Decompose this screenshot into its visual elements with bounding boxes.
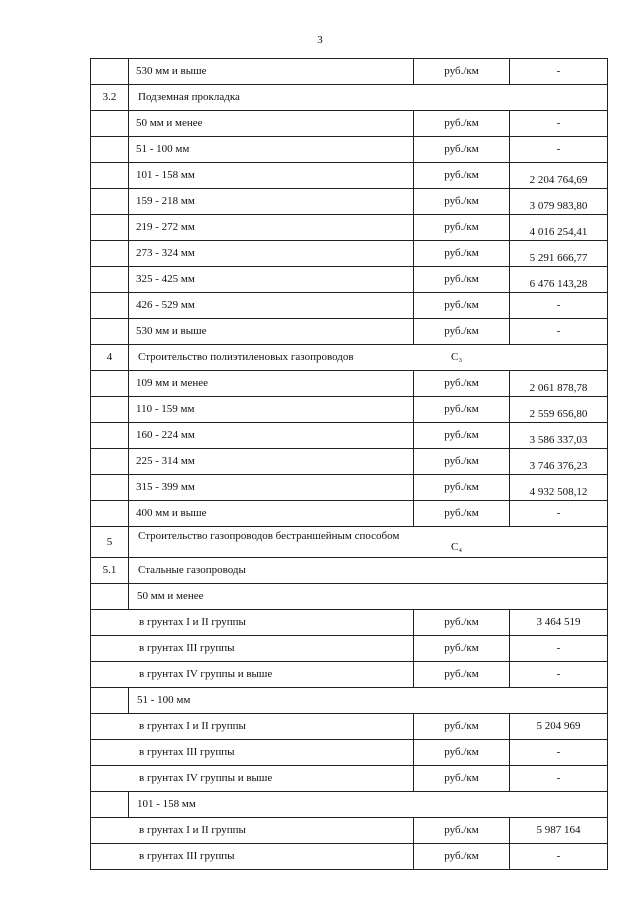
row-name: 51 - 100 мм <box>136 143 190 155</box>
page-number: 3 <box>317 34 323 46</box>
table-row <box>90 740 608 766</box>
row-number: 3.2 <box>91 85 129 110</box>
table-row <box>90 241 608 267</box>
row-value: 4 932 508,12 <box>509 475 607 500</box>
row-value: - <box>509 740 607 765</box>
table-row <box>90 319 608 345</box>
row-value: 3 746 376,23 <box>509 449 607 474</box>
row-name: 109 мм и менее <box>136 377 209 389</box>
row-number <box>91 241 129 266</box>
row-value: - <box>509 59 607 84</box>
row-unit: руб./км <box>413 163 509 188</box>
row-name: 50 мм и менее <box>137 590 204 602</box>
table-row-section <box>90 345 608 371</box>
table-row-section <box>90 527 608 558</box>
row-unit: руб./км <box>413 267 509 292</box>
row-value: - <box>509 844 607 869</box>
table-row <box>90 371 608 397</box>
table-row <box>90 163 608 189</box>
table-row <box>90 215 608 241</box>
row-value: 6 476 143,28 <box>509 267 607 292</box>
row-name: в грунтах IV группы и выше <box>139 668 273 680</box>
row-value: 4 016 254,41 <box>509 215 607 240</box>
row-unit: руб./км <box>413 475 509 500</box>
row-value: - <box>509 766 607 791</box>
row-value: 5 987 164 <box>509 818 607 843</box>
row-unit: руб./км <box>413 844 509 869</box>
table-row <box>90 501 608 527</box>
row-number: 4 <box>91 345 129 370</box>
row-unit: руб./км <box>413 59 509 84</box>
row-unit: руб./км <box>413 662 509 687</box>
row-unit: руб./км <box>413 241 509 266</box>
table-row <box>90 449 608 475</box>
table-row <box>90 714 608 740</box>
table-row <box>90 610 608 636</box>
row-name: 110 - 159 мм <box>136 403 195 415</box>
row-number <box>91 215 129 240</box>
table-row <box>90 844 608 870</box>
row-name: Строительство газопроводов бестраншейным способом <box>138 530 400 542</box>
row-value: - <box>509 501 607 526</box>
row-name: 101 - 158 мм <box>136 169 195 181</box>
table-row <box>90 475 608 501</box>
row-unit: руб./км <box>413 319 509 344</box>
row-number <box>91 371 129 396</box>
row-number <box>91 584 129 609</box>
row-name: 225 - 314 мм <box>136 455 195 467</box>
row-value: 3 586 337,03 <box>509 423 607 448</box>
row-unit: руб./км <box>413 501 509 526</box>
row-name: 273 - 324 мм <box>136 247 195 259</box>
row-number <box>91 163 129 188</box>
table-row-section <box>90 558 608 584</box>
row-unit: руб./км <box>413 449 509 474</box>
row-name: Подземная прокладка <box>138 91 240 103</box>
row-value: - <box>509 111 607 136</box>
row-name: в грунтах I и II группы <box>139 616 246 628</box>
row-name: Стальные газопроводы <box>138 564 246 576</box>
row-name: 530 мм и выше <box>136 325 207 337</box>
row-unit: руб./км <box>413 714 509 739</box>
table-row <box>90 58 608 85</box>
row-value: - <box>509 293 607 318</box>
row-unit: руб./км <box>413 818 509 843</box>
row-unit: руб./км <box>413 610 509 635</box>
row-name: 426 - 529 мм <box>136 299 195 311</box>
row-unit: руб./км <box>413 397 509 422</box>
row-number <box>91 449 129 474</box>
row-value: - <box>509 636 607 661</box>
row-unit: руб./км <box>413 293 509 318</box>
row-number <box>91 792 129 817</box>
row-name: 400 мм и выше <box>136 507 207 519</box>
row-unit: руб./км <box>413 423 509 448</box>
row-unit: руб./км <box>413 111 509 136</box>
row-name: 101 - 158 мм <box>137 798 196 810</box>
row-unit: руб./км <box>413 371 509 396</box>
row-value: - <box>509 662 607 687</box>
row-number <box>91 59 129 84</box>
row-name: 50 мм и менее <box>136 117 203 129</box>
row-name: 159 - 218 мм <box>136 195 195 207</box>
row-name: в грунтах III группы <box>139 746 235 758</box>
row-number <box>91 501 129 526</box>
table-row <box>90 766 608 792</box>
row-number: 5 <box>91 527 129 557</box>
row-value: 2 061 878,78 <box>509 371 607 396</box>
table-row-subheader <box>90 584 608 610</box>
row-number <box>91 423 129 448</box>
row-value: - <box>509 137 607 162</box>
table-row <box>90 423 608 449</box>
row-symbol: C₃ <box>451 351 463 363</box>
table-row <box>90 818 608 844</box>
table-row-subheader <box>90 688 608 714</box>
row-value: 2 204 764,69 <box>509 163 607 188</box>
row-name: в грунтах IV группы и выше <box>139 772 273 784</box>
table-row <box>90 636 608 662</box>
row-name: 315 - 399 мм <box>136 481 195 493</box>
row-number <box>91 137 129 162</box>
row-unit: руб./км <box>413 766 509 791</box>
row-number <box>91 319 129 344</box>
table-row <box>90 111 608 137</box>
row-name: в грунтах I и II группы <box>139 720 246 732</box>
row-number: 5.1 <box>91 558 129 583</box>
row-name: в грунтах III группы <box>139 642 235 654</box>
table-row <box>90 662 608 688</box>
row-number <box>91 475 129 500</box>
row-value: 5 204 969 <box>509 714 607 739</box>
table-row <box>90 293 608 319</box>
row-number <box>91 293 129 318</box>
row-unit: руб./км <box>413 215 509 240</box>
row-number <box>91 397 129 422</box>
table-row <box>90 397 608 423</box>
row-number <box>91 189 129 214</box>
row-unit: руб./км <box>413 740 509 765</box>
row-name: 51 - 100 мм <box>137 694 191 706</box>
row-number <box>91 688 129 713</box>
row-value: - <box>509 319 607 344</box>
row-name: 325 - 425 мм <box>136 273 195 285</box>
table-row <box>90 189 608 215</box>
table-row-section <box>90 85 608 111</box>
row-value: 2 559 656,80 <box>509 397 607 422</box>
row-unit: руб./км <box>413 189 509 214</box>
tariff-table <box>90 58 608 870</box>
row-name: в грунтах I и II группы <box>139 824 246 836</box>
row-name: 219 - 272 мм <box>136 221 195 233</box>
row-number <box>91 111 129 136</box>
row-name: Строительство полиэтиленовых газопроводов <box>138 351 354 363</box>
row-name: 530 мм и выше <box>136 65 207 77</box>
row-value: 3 464 519 <box>509 610 607 635</box>
row-name: в грунтах III группы <box>139 850 235 862</box>
row-name: 160 - 224 мм <box>136 429 195 441</box>
row-symbol: C₄ <box>451 541 463 553</box>
row-number <box>91 267 129 292</box>
table-row <box>90 267 608 293</box>
table-row <box>90 137 608 163</box>
row-unit: руб./км <box>413 137 509 162</box>
row-value: 5 291 666,77 <box>509 241 607 266</box>
row-value: 3 079 983,80 <box>509 189 607 214</box>
row-unit: руб./км <box>413 636 509 661</box>
table-row-subheader <box>90 792 608 818</box>
